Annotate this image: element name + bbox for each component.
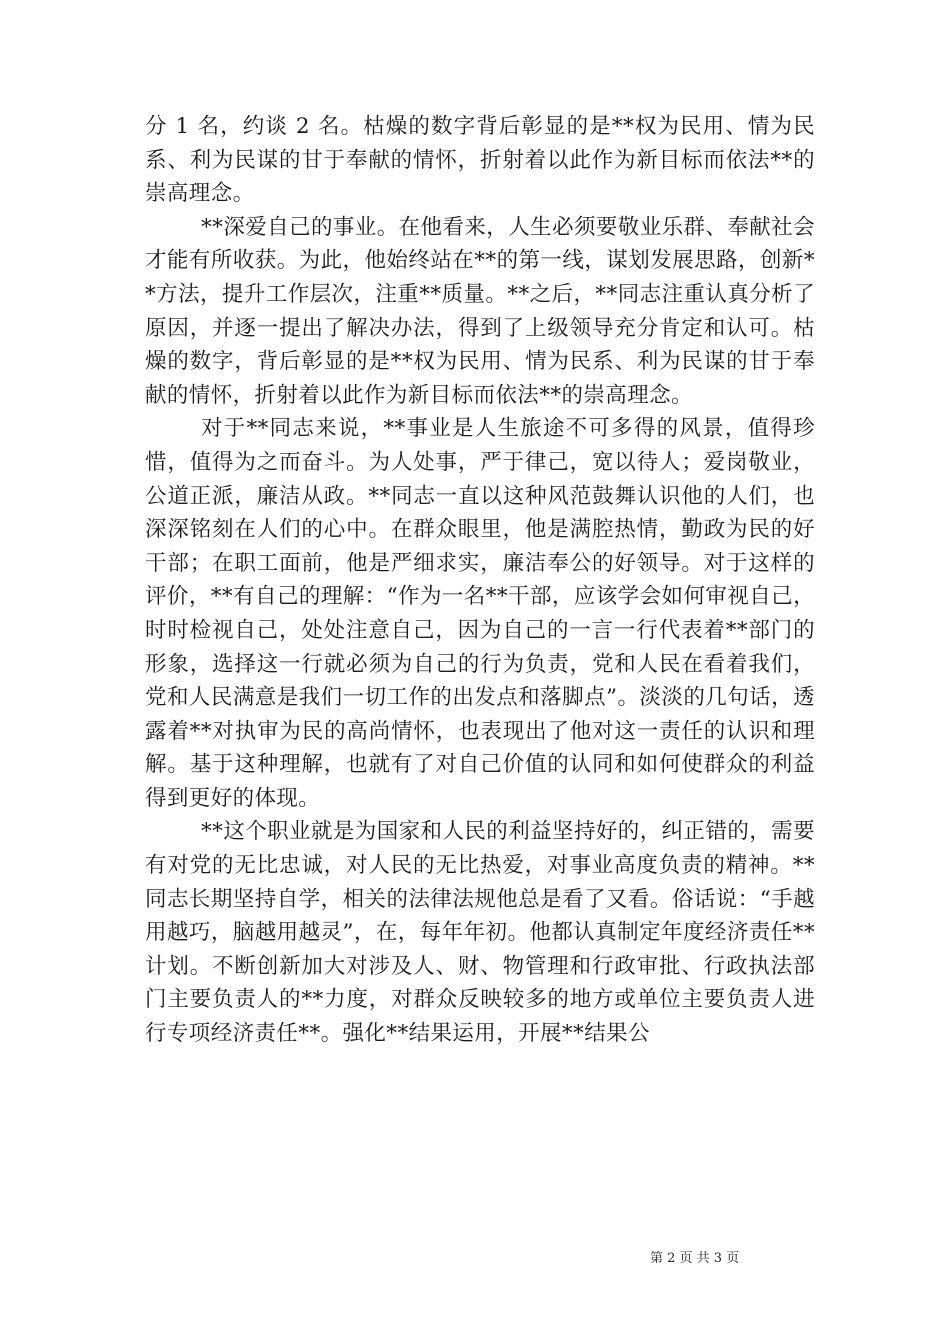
document-body <box>145 110 815 1051</box>
paragraph-3: 对于**同志来说，**事业是人生旅途不可多得的风景，值得珍惜，值得为之而奋斗。为人处事，严于律己，宽以待人；爱岗敬业，公道正派，廉洁从政。**同志一直以这种风范鼓舞认识他的人们，也深深铭刻在人们的心中。在群众眼里，他是满腔热情，勤政为民的好干部；在职工面前，他是严细求实，廉洁奉公的好领导。对于这样的评价，**有自己的理解：“作为一名**干部，应该学会如何审视自己，时时检视自己，处处注意自己，因为自己的一言一行代表着**部门的形象，选择这一行就必须为自己的行为负责，党和人民在看着我们，党和人民满意是我们一切工作的出发点和落脚点”。淡淡的几句话，透露着**对执审为民的高尚情怀，也表现出了他对这一责任的认识和理解。基于这种理解，也就有了对自己价值的认同和如何使群众的利益得到更好的体现。 <box>145 416 815 811</box>
paragraph-1: 分 1 名，约谈 2 名。枯燥的数字背后彰显的是**权为民用、情为民系、利为民谋的甘于奉献的情怀，折射着以此作为新目标而依法**的崇高理念。 <box>145 114 815 207</box>
paragraph-2: **深爱自己的事业。在他看来，人生必须要敬业乐群、奉献社会才能有所收获。为此，他始终站在**的第一线，谋划发展思路，创新**方法，提升工作层次，注重**质量。**之后，**同志注重认真分析了原因，并逐一提出了解决办法，得到了上级领导充分肯定和认可。枯燥的数字，背后彰显的是**权为民用、情为民系、利为民谋的甘于奉献的情怀，折射着以此作为新目标而依法**的崇高理念。 <box>145 214 815 408</box>
page-number-footer: 第 2 页 共 3 页 <box>650 1251 740 1266</box>
paragraph-4: **这个职业就是为国家和人民的利益坚持好的，纠正错的，需要有对党的无比忠诚，对人民的无比热爱，对事业高度负责的精神。**同志长期坚持自学，相关的法律法规他总是看了又看。俗话说：“手越用越巧，脑越用越灵”，在，每年年初。他都认真制定年度经济责任**计划。不断创新加大对涉及人、财、物管理和行政审批、行政执法部门主要负责人的**力度，对群众反映较多的地方或单位主要负责人进行专项经济责任**。强化**结果运用，开展**结果公 <box>145 819 815 1047</box>
